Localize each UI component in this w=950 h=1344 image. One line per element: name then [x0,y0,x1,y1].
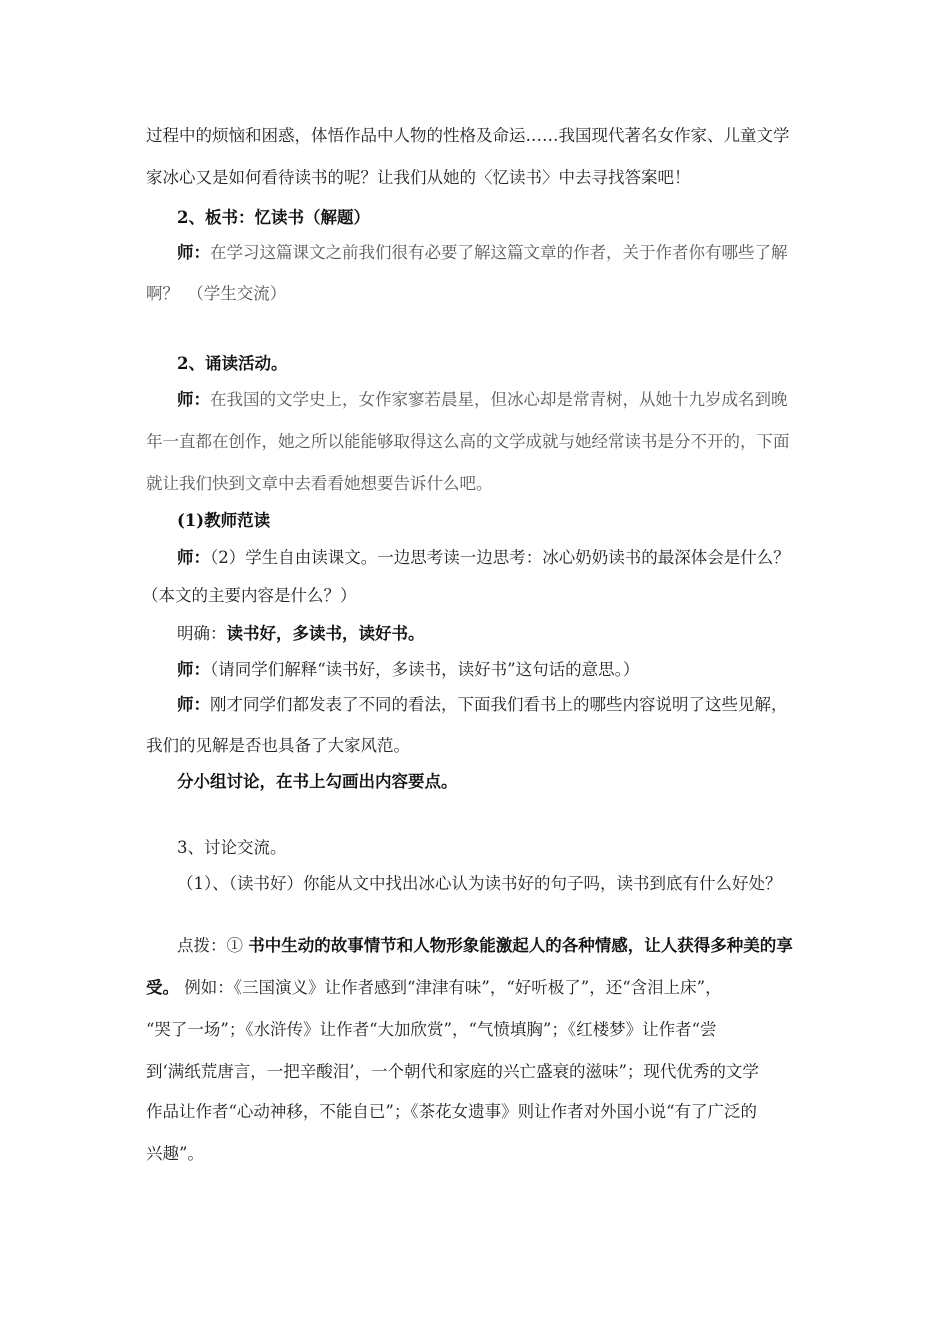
text-span: 在学习这篇课文之前我们很有必要了解这篇文章的作者，关于作者你有哪些了解 [210,243,788,262]
text-line: 分小组讨论，在书上勾画出内容要点。 [177,772,458,791]
text-line [146,976,722,1000]
text-line: 过程中的烦恼和困惑，体悟作品中人物的性格及命运……我国现代著名女作家、儿童文学 [146,126,790,145]
text-line [177,388,788,412]
speaker-label: 师： [177,243,210,262]
speaker-label: 师： [177,660,210,679]
text-line: 作品让作者“心动神移，不能自已”；《茶花女遗事》则让作者对外国小说“有了广泛的 [146,1102,758,1121]
text-line: 年一直都在创作，她之所以能能够取得这么高的文学成就与她经常读书是分不开的，下面 [146,432,790,451]
speaker-label: 师： [177,548,210,567]
text-line: （1）、（读书好）你能从文中找出冰心认为读书好的句子吗，读书到底有什么好处？ [177,874,782,893]
text-line: “哭了一场”；《水浒传》让作者“大加欣赏”，“气愤填胸”；《红楼梦》让作者“尝 [146,1020,717,1039]
text-line: 啊？ （学生交流） [146,284,287,303]
text-span: 在我国的文学史上，女作家寥若晨星，但冰心却是常青树，从她十九岁成名到晚 [210,390,788,409]
text-span: 明确： [177,624,227,643]
text-line [177,622,425,646]
section-heading: 3、讨论交流。 [177,838,287,857]
sub-heading: (1)教师范读 [177,511,271,530]
text-span: 刚才同学们都发表了不同的看法，下面我们看书上的哪些内容说明了这些见解， [210,695,788,714]
text-span: 受。 [146,978,179,997]
text-span: 点拨：① [177,936,249,955]
text-line: 兴趣”。 [146,1144,204,1163]
text-line: （本文的主要内容是什么？） [142,586,357,605]
text-line [177,693,788,717]
text-span: （2）学生自由读课文。一边思考读一边思考：冰心奶奶读书的最深体会是什么？ [210,548,790,567]
text-line [177,241,788,265]
text-line [177,658,639,682]
text-span: 例如：《三国演义》让作者感到“津津有味”，“好听极了”，还“含泪上床”， [179,978,722,997]
section-heading: 2、板书：忆读书（解题） [177,208,370,227]
text-span: 读书好，多读书，读好书。 [226,624,425,643]
text-line: 就让我们快到文章中去看看她想要告诉什么吧。 [146,474,493,493]
text-span: 书中生动的故事情节和人物形象能激起人的各种情感，让人获得多种美的享 [248,936,793,955]
text-line: 到‘满纸荒唐言，一把辛酸泪’，一个朝代和家庭的兴亡盛衰的滋味”；现代优秀的文学 [146,1062,759,1081]
text-line [177,934,793,958]
text-line [177,546,790,570]
text-line: 家冰心又是如何看待读书的呢？让我们从她的〈忆读书〉中去寻找答案吧！ [146,168,691,187]
text-line: 我们的见解是否也具备了大家风范。 [146,736,410,755]
speaker-label: 师： [177,695,210,714]
section-heading: 2、诵读活动。 [177,354,288,373]
text-span: （请同学们解释“读书好，多读书，读好书”这句话的意思。） [210,660,640,679]
speaker-label: 师： [177,390,210,409]
